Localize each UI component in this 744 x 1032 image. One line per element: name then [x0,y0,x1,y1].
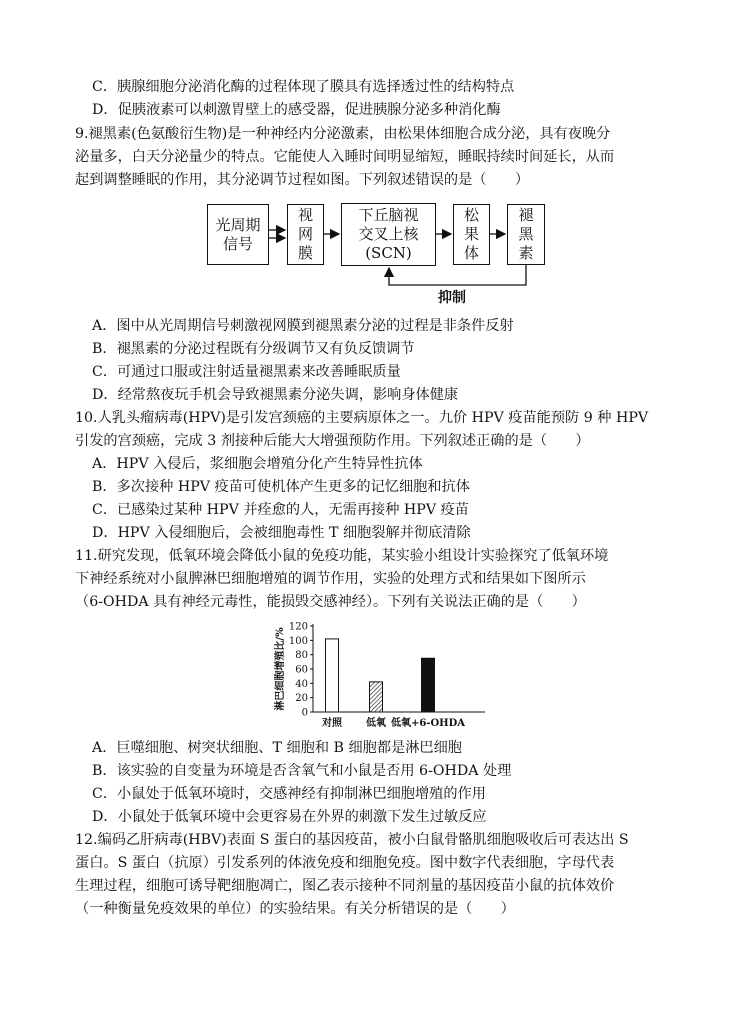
q9-stem-3: 起到调整睡眠的作用，其分泌调节过程如图。下列叙述错误的是（ ） [75,172,530,188]
q12-stem-3: 生理过程，细胞可诱导靶细胞凋亡，图乙表示接种不同剂量的基因疫苗小鼠的抗体效价 [75,878,615,894]
q11-stem-1: 11.研究发现，低氧环境会降低小鼠的免疫功能，某实验小组设计实验探究了低氧环境 [75,548,609,564]
q9-option-b: B．褪黑素的分泌过程既有分级调节又有负反馈调节 [92,341,415,357]
q12-stem-2: 蛋白。S 蛋白（抗原）引发系列的体液免疫和细胞免疫。图中数字代表细胞，字母代表 [75,855,615,871]
q11-option-b: B．该实验的自变量为环境是否含氧气和小鼠是否用 6-OHDA 处理 [92,763,512,779]
q10-option-c: C．已感染过某种 HPV 并痊愈的人，无需再接种 HPV 疫苗 [92,502,469,518]
q10-stem-2: 引发的宫颈癌，完成 3 剂接种后能大大增强预防作用。下列叙述正确的是（ ） [75,433,590,449]
bar-1 [370,682,383,712]
q10-stem-1: 10.人乳头瘤病毒(HPV)是引发宫颈癌的主要病原体之一。九价 HPV 疫苗能预防 9 种 HPV [75,410,649,426]
feedback-label: 抑制 [438,290,466,306]
box-pineal-label: 松 果 体 [463,206,479,262]
q11-option-c: C．小鼠处于低氧环境时，交感神经有抑制淋巴细胞增殖的作用 [92,786,486,802]
q12-stem-1: 12.编码乙肝病毒(HBV)表面 S 蛋白的基因疫苗，被小白鼠骨骼肌细胞吸收后可表达出 S [75,832,629,848]
q11-bar-chart [260,618,490,736]
bar-0 [326,639,339,712]
q8-option-c: C．胰腺细胞分泌消化酶的过程体现了膜具有选择透过性的结构特点 [92,79,515,95]
q10-option-b: B．多次接种 HPV 疫苗可使机体产生更多的记忆细胞和抗体 [92,479,470,495]
box-scn-label: 下丘脑视 交叉上核 (SCN) [358,206,419,262]
y-tick-label: 120 [288,621,308,633]
q10-option-a: A．HPV 入侵后，浆细胞会增殖分化产生特异性抗体 [92,456,423,472]
q9-option-c: C．可通过口服或注射适量褪黑素来改善睡眠质量 [92,364,401,380]
bar-2 [422,658,435,712]
q9-option-a: A．图中从光周期信号刺激视网膜到褪黑素分泌的过程是非条件反射 [92,318,514,334]
x-tick-label: 低氧 [366,718,386,729]
q9-option-d: D．经常熬夜玩手机会导致褪黑素分泌失调，影响身体健康 [92,387,459,403]
x-tick-label: 对照 [322,718,342,729]
q10-option-d: D．HPV 入侵细胞后，会被细胞毒性 T 细胞裂解并彻底清除 [92,525,471,541]
y-tick-label: 100 [288,635,308,647]
q11-option-a: A．巨噬细胞、树突状细胞、T 细胞和 B 细胞都是淋巴细胞 [92,740,462,756]
q12-stem-4: （一种衡量免疫效果的单位）的实验结果。有关分析错误的是（ ） [75,901,515,917]
q9-stem-2: 泌量多，白天分泌量少的特点。它能使人入睡时间明显缩短，睡眠持续时间延长，从而 [75,149,615,165]
q8-option-d: D．促胰液素可以刺激胃壁上的感受器，促进胰腺分泌多种消化酶 [92,102,501,118]
q11-option-d: D．小鼠处于低氧环境中会更容易在外界的刺激下发生过敏反应 [92,809,487,825]
y-tick-label: 0 [301,707,308,719]
q11-stem-2: 下神经系统对小鼠脾淋巴细胞增殖的调节作用，实验的处理方式和结果如下图所示 [75,571,586,587]
y-tick-label: 60 [295,664,308,676]
y-axis-label: 淋巴细胞增殖比/% [275,627,286,711]
y-tick-label: 20 [295,693,308,705]
x-tick-label: 低氧+6-OHDA [390,718,466,729]
box-melatonin-label: 褪 黑 素 [518,206,534,262]
y-tick-label: 40 [295,678,308,690]
q11-stem-3: （6-OHDA 具有神经元毒性，能损毁交感神经）。下列有关说法正确的是（ ） [75,594,586,610]
flow-arrows [0,0,744,320]
y-tick-label: 80 [295,650,308,662]
box-retina-label: 视 网 膜 [297,206,313,262]
q9-stem-1: 9.褪黑素(色氨酸衍生物)是一种神经内分泌激素，由松果体细胞合成分泌，具有夜晚分 [75,126,611,142]
box-light-signal-label: 光周期 信号 [215,215,261,253]
